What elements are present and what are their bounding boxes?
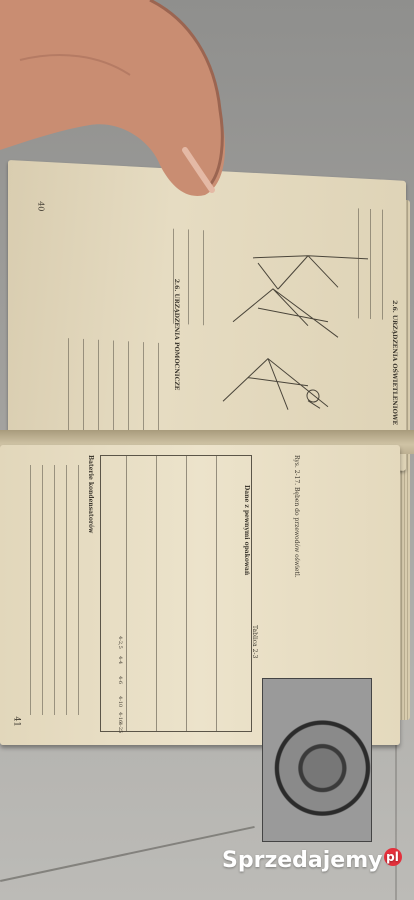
table-row-label: 4-2,5 [117,636,123,649]
watermark-dot-icon: pl [384,848,402,866]
table-row-label: 4-4 [117,656,123,665]
table-title: Dane z pewnymi opakowań [243,485,250,576]
data-table [100,455,252,732]
table-row-label: 4-6 [117,676,123,685]
floor-grout-line [0,826,255,882]
cable-reel-photo [262,678,372,842]
open-book [0,160,414,750]
figure-caption: Rys. 2-17. Bęben do przewodów oświetl. [293,455,300,578]
left-page [8,160,406,471]
watermark-text: Sprzedajemy [222,848,383,873]
left-page-number: 40 [36,200,46,212]
subsection-heading: Baterie kondensatorów [87,455,94,534]
table-row-label: 4-10 [117,696,123,708]
watermark-logo [222,848,402,873]
running-head: 2.6. URZĄDZENIA OŚWIETLENIOWE [391,300,398,426]
hand [0,0,240,200]
table-row-label: 4-25 [117,722,123,734]
right-page-number: 41 [12,716,22,727]
table-row-label: 4-16 [117,712,123,724]
table-caption: Tablica 2-3 [251,625,258,659]
section-heading: 2.6. URZĄDZENIA POMOCNICZE [173,278,180,391]
